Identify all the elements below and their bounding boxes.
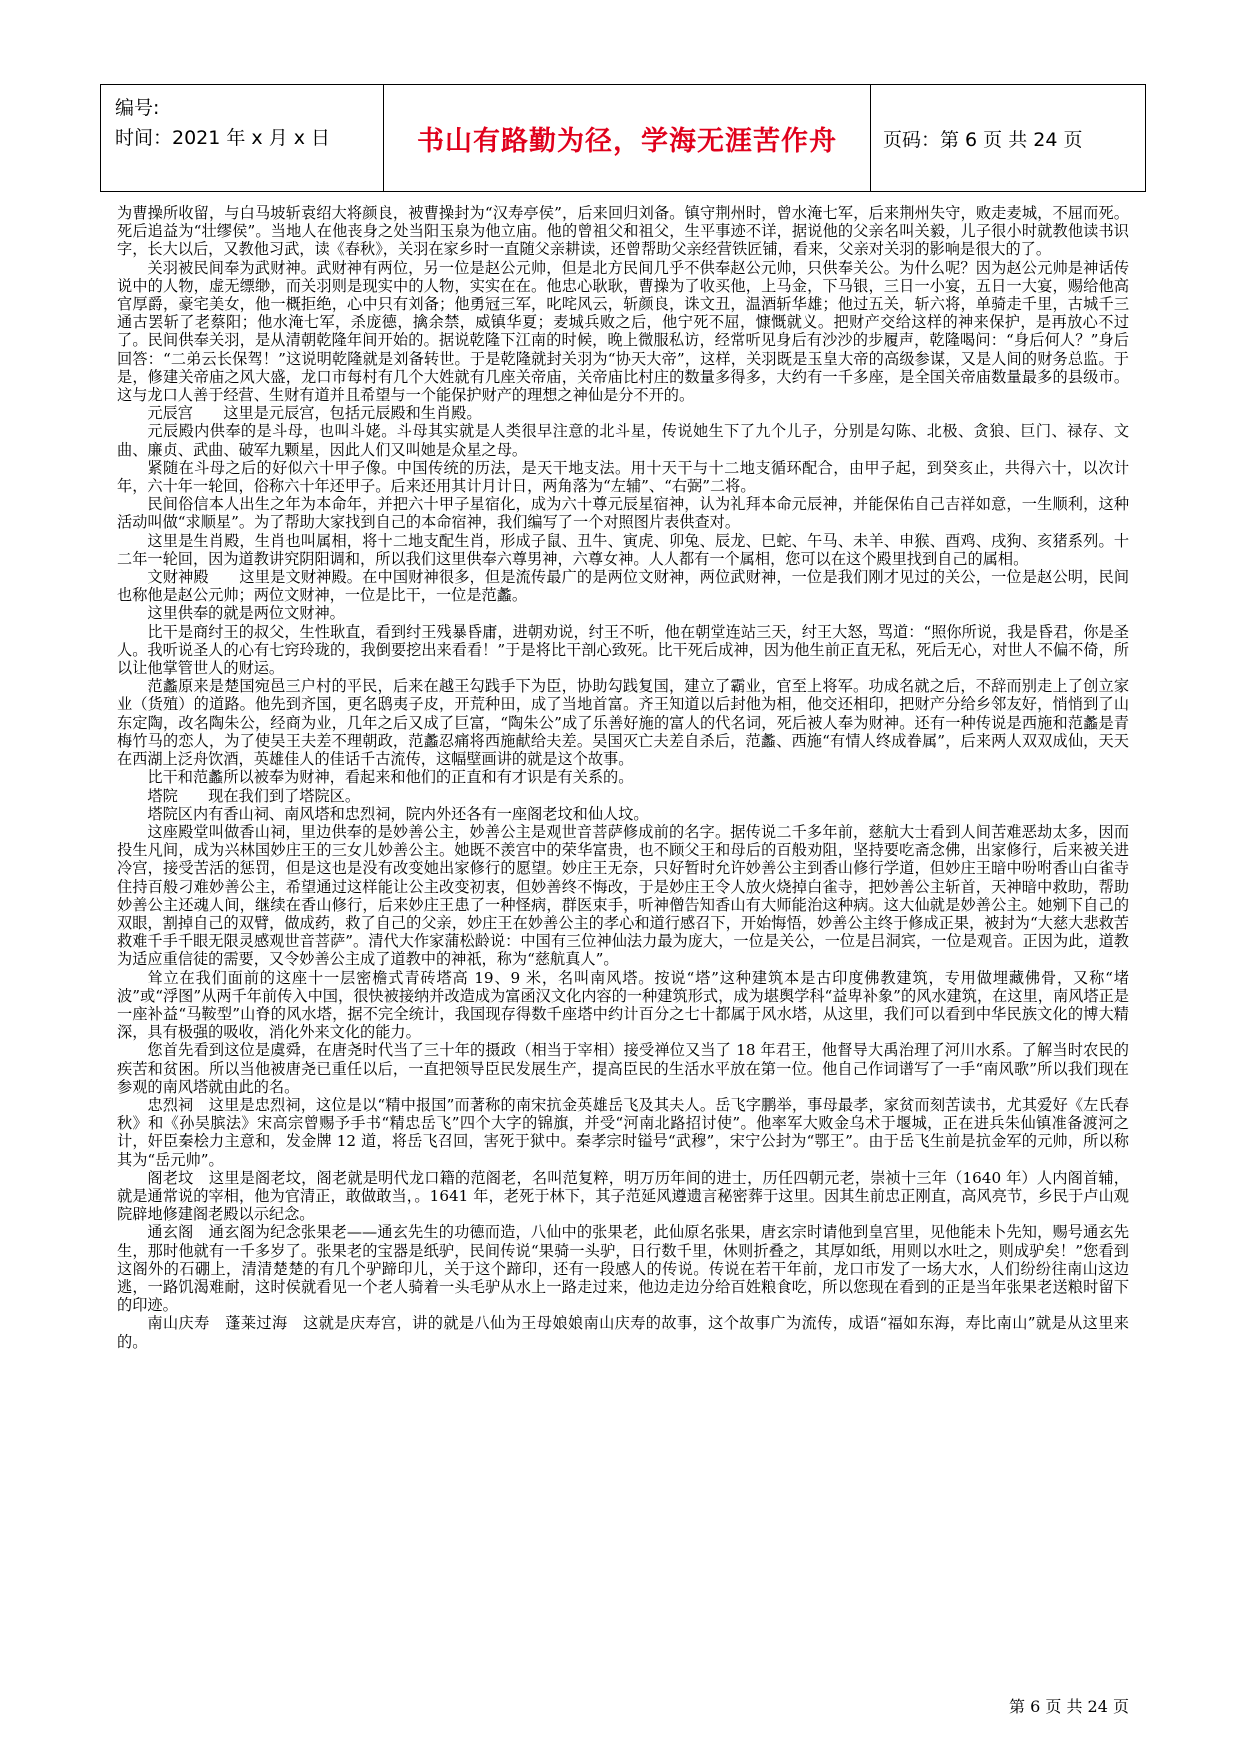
paragraph: 紧随在斗母之后的好似六十甲子像。中国传统的历法，是天干地支法。用十天干与十二地支循环配合，由甲子起，到癸亥止，共得六十，以次计年，六十年一轮回，俗称六十年还甲子。后来还用其计月计日，两角落为“左辅”、“右弼”二将。 [117, 458, 1129, 496]
paragraph: 耸立在我们面前的这座十一层密檐式青砖塔高 19、9 米，名叫南风塔。按说“塔”这种建筑本是古印度佛教建筑，专用做埋藏佛骨，又称“堵波”或“浮图”从两千年前传入中国，很快被接纳并改造成为富函汉文化内容的一种建筑形式，成为堪舆学科“益卑补象”的风水建筑，在这里，南风塔正是一座补益“马鞍型”山脊的风水塔，据不完全统计，我国现存得数千座塔中约计百分之七十都属于风水塔，从这里，我们可以看到中华民族文化的博大精深，具有极强的吸收，消化外来文化的能力。 [117, 968, 1129, 1042]
paragraph: 这里供奉的就是两位文财神。 [147, 604, 345, 623]
page-footer: 第 6 页 共 24 页 [1009, 1697, 1129, 1716]
paragraph: 民间俗信本人出生之年为本命年，并把六十甲子星宿化，成为六十尊元辰星宿神，认为礼拜本命元辰神，并能保佑自己吉祥如意，一生顺利，这种活动叫做“求顺星”。为了帮助大家找到自己的本命宿神，我们编写了一个对照图片表供查对。 [117, 495, 1129, 532]
paragraph: 塔院 现在我们到了塔院区。 [147, 786, 361, 805]
paragraph: 这里是生肖殿，生肖也叫属相，将十二地支配生肖，形成子鼠、丑牛、寅虎、卯兔、辰龙、巳蛇、午马、未羊、申猴、酉鸡、戌狗、亥猪系列。十二年一轮回，因为道教讲究阴阳调和，所以我们这里供奉六尊男神，六尊女神。人人都有一个属相，您可以在这个殿里找到自己的属相。 [117, 531, 1129, 568]
paragraph: 文财神殿 这里是文财神殿。在中国财神很多，但是流传最广的是两位文财神，两位武财神，一位是我们刚才见过的关公，一位是赵公明，民间也称他是赵公元帅；两位文财神，一位是比干，一位是范蠡。 [117, 568, 1129, 605]
paragraph: 比干和范蠡所以被奉为财神，看起来和他们的正直和有才识是有关系的。 [147, 768, 634, 787]
paragraph: 元辰殿内供奉的是斗母，也叫斗姥。斗母其实就是人类很早注意的北斗星，传说她生下了九个儿子，分别是勾陈、北极、贪狼、巨门、禄存、文曲、廉贞、武曲、破军九颗星，因此人们又叫她是众星之母。 [117, 422, 1129, 459]
serial-label: 编号: [115, 97, 160, 119]
paragraph: 范蠡原来是楚国宛邑三户村的平民，后来在越王勾践手下为臣，协助勾践复国，建立了霸业，官至上将军。功成名就之后，不辞而别走上了创立家业（货殖）的道路。他先到齐国，更名鸱夷子皮，开荒种田，成了当地首富。齐王知道以后封他为相，他交还相印，把财产分给乡邻友好，悄悄到了山东定陶，改名陶朱公，经商为业，几年之后又成了巨富，“陶朱公”成了乐善好施的富人的代名词，死后被人奉为财神。还有一种传说是西施和范蠡是青梅竹马的恋人，为了使吴王夫差不理朝政，范蠡忍痛将西施献给夫差。吴国灭亡夫差自杀后，范蠡、西施“有情人终成眷属”，后来两人双双成仙，天天在西湖上泛舟饮酒，英雄佳人的佳话千古流传，这幅壁画讲的就是这个故事。 [117, 677, 1129, 769]
header-meta-cell [101, 85, 384, 192]
paragraph: 阁老坟 这里是阁老坟，阁老就是明代龙口籍的范阁老，名叫范复粹，明万历年间的进士，历任四朝元老，崇祯十三年（1640 年）人内阁首辅，就是通常说的宰相，他为官清正，敢做敢当，。1641 年，老死于林下，其子范延风遵遗言秘密葬于这里。因其生前忠正刚直，高风亮节，乡民于卢山观院辟地修建阁老殿以示纪念。 [117, 1168, 1129, 1224]
paragraph: 比干是商纣王的叔父，生性耿直，看到纣王残暴昏庸，进朝劝说，纣王不听，他在朝堂连站三天，纣王大怒，骂道：“照你所说，我是昏君，你是圣人。我听说圣人的心有七窍玲珑的，我倒要挖出来看看！”于是将比干剖心致死。比干死后成神，因为他生前正直无私，死后无心，对世人不偏不倚，所以让他掌管世人的财运。 [117, 622, 1129, 678]
paragraph: 通玄阁 通玄阁为纪念张果老——通玄先生的功德而造，八仙中的张果老，此仙原名张果，唐玄宗时请他到皇宫里，见他能未卜先知，赐号通玄先生，那时他就有一千多岁了。张果老的宝器是纸驴，民间传说“果骑一头驴，日行数千里，休则折叠之，其厚如纸，用则以水吐之，则成驴矣！”您看到这阁外的石硼上，清清楚楚的有几个驴蹄印儿，关于这个蹄印，还有一段感人的传说。传说在若干年前，龙口市发了一场大水，人们纷纷往南山这边逃，一路饥渴难耐，这时侯就看见一个老人骑着一头毛驴从水上一路走过来，他边走边分给百姓粮食吃，所以您现在看到的正是当年张果老送粮时留下的印迹。 [117, 1223, 1129, 1315]
paragraph: 元辰宫 这里是元辰宫，包括元辰殿和生肖殿。 [147, 404, 482, 423]
time-label: 时间：2021 年 x 月 x 日 [115, 127, 331, 149]
paragraph: 这座殿堂叫做香山祠，里边供奉的是妙善公主，妙善公主是观世音菩萨修成前的名字。据传说二千多年前，慈航大士看到人间苦难恶劫太多，因而投生凡间，成为兴林国妙庄王的三女儿妙善公主。她既不羡宫中的荣华富贵，也不顾父王和母后的百般劝阻，坚持要吃斋念佛，出家修行，后来被关进冷宫，接受苦活的惩罚，但是这也是没有改变她出家修行的愿望。妙庄王无奈，只好暂时允许妙善公主到香山修行学道，但妙庄王暗中吩咐香山白雀寺住持百般刁难妙善公主，希望通过这样能让公主改变初衷，但妙善终不悔改，于是妙庄王令人放火烧掉白雀寺，把妙善公主斩首，天神暗中救助，帮助妙善公主还魂人间，继续在香山修行，后来妙庄王患了一种怪病，群医束手，听神僧告知香山有大师能治这种病。这大仙就是妙善公主。她剜下自己的双眼，割掉自己的双臂，做成药，救了自己的父亲，妙庄王在妙善公主的孝心和道行感召下，开始悔悟，妙善公主终于修成正果，被封为“大慈大悲救苦救难千手千眼无限灵感观世音菩萨”。清代大作家蒲松龄说：中国有三位神仙法力最为庞大，一位是关公，一位是吕洞宾，一位是观音。正因为此，道教为适应重信徒的需要，又令妙善公主成了道教中的神祇，称为“慈航真人”。 [117, 822, 1129, 969]
paragraph: 关羽被民间奉为武财神。武财神有两位，另一位是赵公元帅，但是北方民间几乎不供奉赵公元帅，只供奉关公。为什么呢？因为赵公元帅是神话传说中的人物，虚无缥缈，而关羽则是现实中的人物，实实在在。他忠心耿耿，曹操为了收买他，上马金，下马银，三日一小宴，五日一大宴，赐给他高官厚爵，豪宅美女，他一概拒绝，心中只有刘备；他勇冠三军，叱咤风云，斩颜良，诛文丑，温酒斩华雄；他过五关，斩六将，单骑走千里，古城千三通古罢斩了老蔡阳；他水淹七军，杀庞德，擒余禁，威镇华夏；麦城兵败之后，他宁死不屈，慷慨就义。把财产交给这样的神来保护，是再放心不过了。民间供奉关羽，是从清朝乾隆年间开始的。据说乾隆下江南的时候，晚上微服私访，经常听见身后有沙沙的步履声，乾隆喝问：“身后何人？”身后回答：“二弟云长保驾！”这说明乾隆就是刘备转世。于是乾隆就封关羽为“协天大帝”，这样，关羽既是玉皇大帝的高级参谋，又是人间的财务总监。于是，修建关帝庙之风大盛，龙口市每村有几个大姓就有几座关帝庙，关帝庙比村庄的数量多得多，大约有一千多座，是全国关帝庙数量最多的县级市。这与龙口人善于经营、生财有道并且希望与一个能保护财产的理想之神仙是分不开的。 [117, 258, 1129, 405]
paragraph: 您首先看到这位是虞舜，在唐尧时代当了三十年的摄政（相当于宰相）接受禅位又当了 18 年君王，他督导大禹治理了河川水系。了解当时农民的疾苦和贫困。所以当他被唐尧已重任以后，一直把领导臣民发展生产，提高臣民的生活水平放在第一位。他自己作词谱写了一手“南风歌”所以我们现在参观的南风塔就由此的名。 [117, 1041, 1129, 1096]
paragraph: 为曹操所收留，与白马坡斩袁绍大将颜良，被曹操封为“汉寿亭侯”，后来回归刘备。镇守荆州时，曾水淹七军，后来荆州失守，败走麦城，不屈而死。死后追益为“壮缪侯”。当地人在他丧身之处当阳玉泉为他立庙。他的曾祖父和祖父，生平事迹不详，据说他的父亲名叫关毅，儿子很小时就教他读书识字，长大以后，又教他习武，读《春秋》，关羽在家乡时一直随父亲耕读，还曾帮助父亲经营铁匠铺，看来，父亲对关羽的影响是很大的了。 [117, 204, 1129, 259]
paragraph: 忠烈祠 这里是忠烈祠，这位是以“精中报国”而著称的南宋抗金英雄岳飞及其夫人。岳飞字鹏举，事母最孝，家贫而刻苦读书，尤其爱好《左氏春秋》和《孙吴膑法》宋高宗曾赐予手书“精忠岳飞”四个大字的锦旗，并受“河南北路招讨使”。他率军大败金乌术于堰城，正在进兵朱仙镇准备渡河之计，奸臣秦桧力主意和，发金牌 12 道，将岳飞召回，害死于狱中。秦孝宗时镒号“武穆”，宋宁公封为“鄂王”。由于岳飞生前是抗金军的元帅，所以称其为“岳元帅”。 [117, 1095, 1129, 1169]
paragraph: 塔院区内有香山祠、南风塔和忠烈祠，院内外还各有一座阁老坟和仙人坟。 [147, 804, 649, 823]
page-header [100, 84, 1146, 192]
document-body [117, 204, 1129, 1351]
paragraph: 南山庆寿 蓬莱过海 这就是庆寿宫，讲的就是八仙为王母娘娘南山庆寿的故事，这个故事广为流传，成语“福如东海，寿比南山”就是从这里来的。 [117, 1314, 1129, 1351]
header-motto: 书山有路勤为径，学海无涯苦作舟 [384, 85, 871, 192]
header-page-label: 页码：第 6 页 共 24 页 [871, 85, 1146, 192]
